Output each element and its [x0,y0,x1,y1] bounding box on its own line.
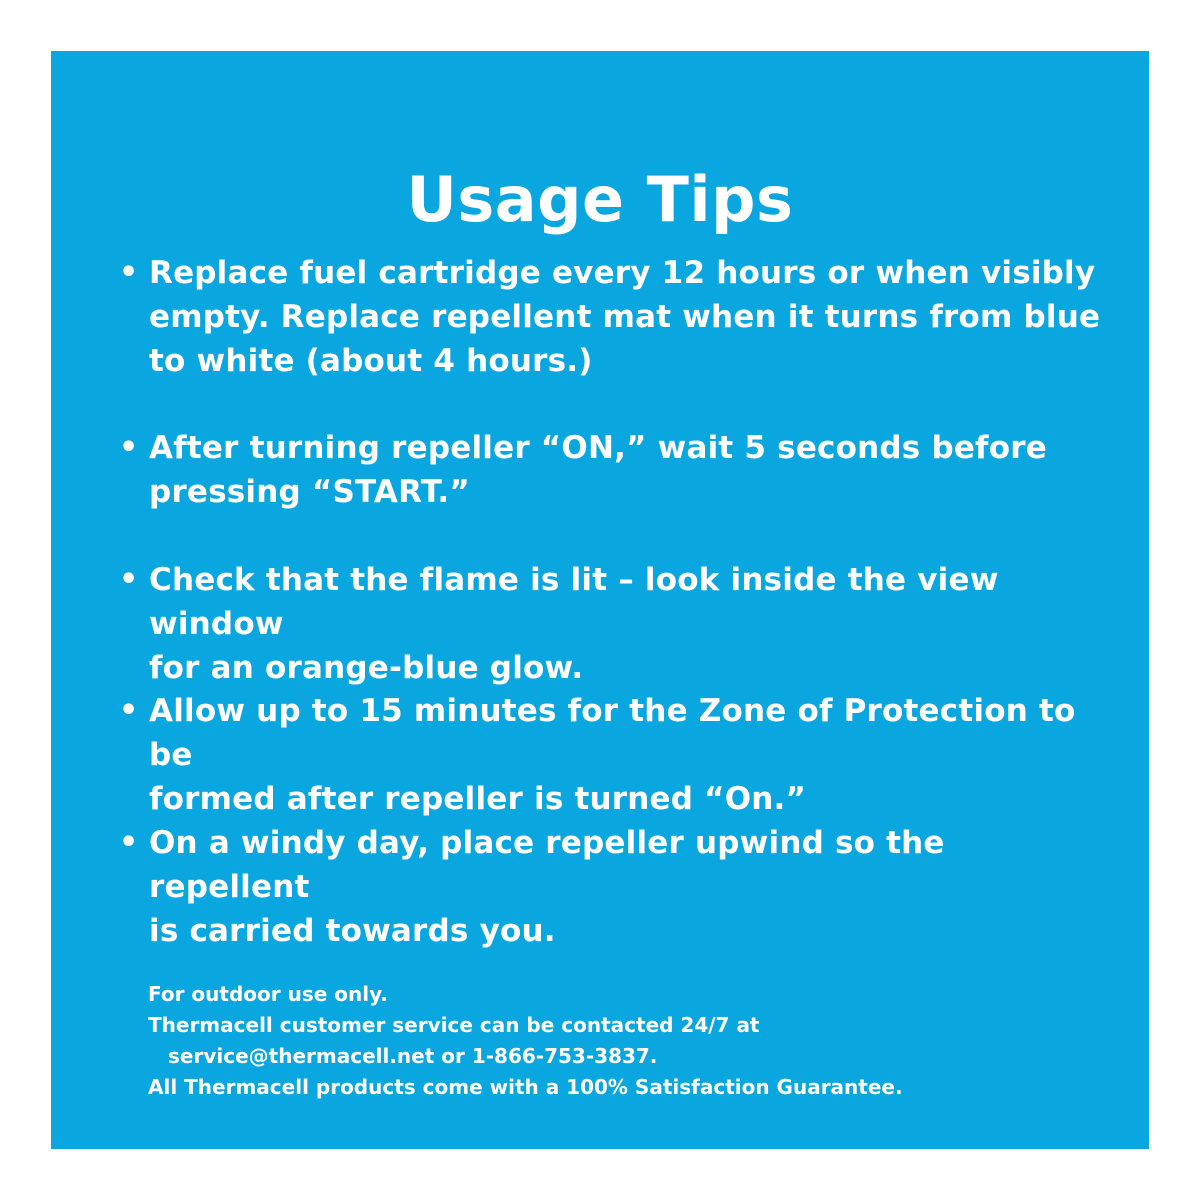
list-item [115,558,1105,690]
bullet-icon: • [119,430,139,465]
list-item [115,689,1105,821]
tip-line: On a windy day, place repeller upwind so the repellent [149,825,945,905]
footer-service-note: Thermacell customer service can be contacted 24/7 at [148,1013,760,1037]
bullet-icon: • [119,255,139,290]
tip-line: is carried towards you. [149,913,556,949]
page-title: Usage Tips [406,163,794,236]
bullet-icon: • [119,825,139,860]
tip-line: Replace fuel cartridge every 12 hours or when visibly [149,255,1096,291]
tip-line: Allow up to 15 minutes for the Zone of Protection to be [149,693,1076,773]
footer-guarantee: All Thermacell products come with a 100% Satisfaction Guarantee. [148,1075,903,1099]
tip-line: for an orange-blue glow. [149,650,584,686]
tip-text [149,689,1105,821]
footer-notes [148,979,1048,1103]
list-item [115,251,1105,383]
tip-line: After turning repeller “ON,” wait 5 seconds before [149,430,1047,466]
tip-line: to white (about 4 hours.) [149,343,593,379]
usage-tips-card [51,51,1149,1149]
list-item [115,426,1105,514]
tip-line: formed after repeller is turned “On.” [149,781,807,817]
footer-outdoor-note: For outdoor use only. [148,982,388,1006]
bullet-icon: • [119,562,139,597]
tip-text [149,558,1105,690]
tip-line: empty. Replace repellent mat when it turns from blue [149,299,1101,335]
list-item [115,821,1105,953]
tip-line: pressing “START.” [149,474,470,510]
footer-contact: service@thermacell.net or 1-866-753-3837. [168,1044,658,1068]
tip-text [149,821,1105,953]
tip-text [149,426,1105,514]
tip-line: Check that the flame is lit – look inside the view window [149,562,999,642]
bullet-icon: • [119,693,139,728]
tip-text [149,251,1105,383]
